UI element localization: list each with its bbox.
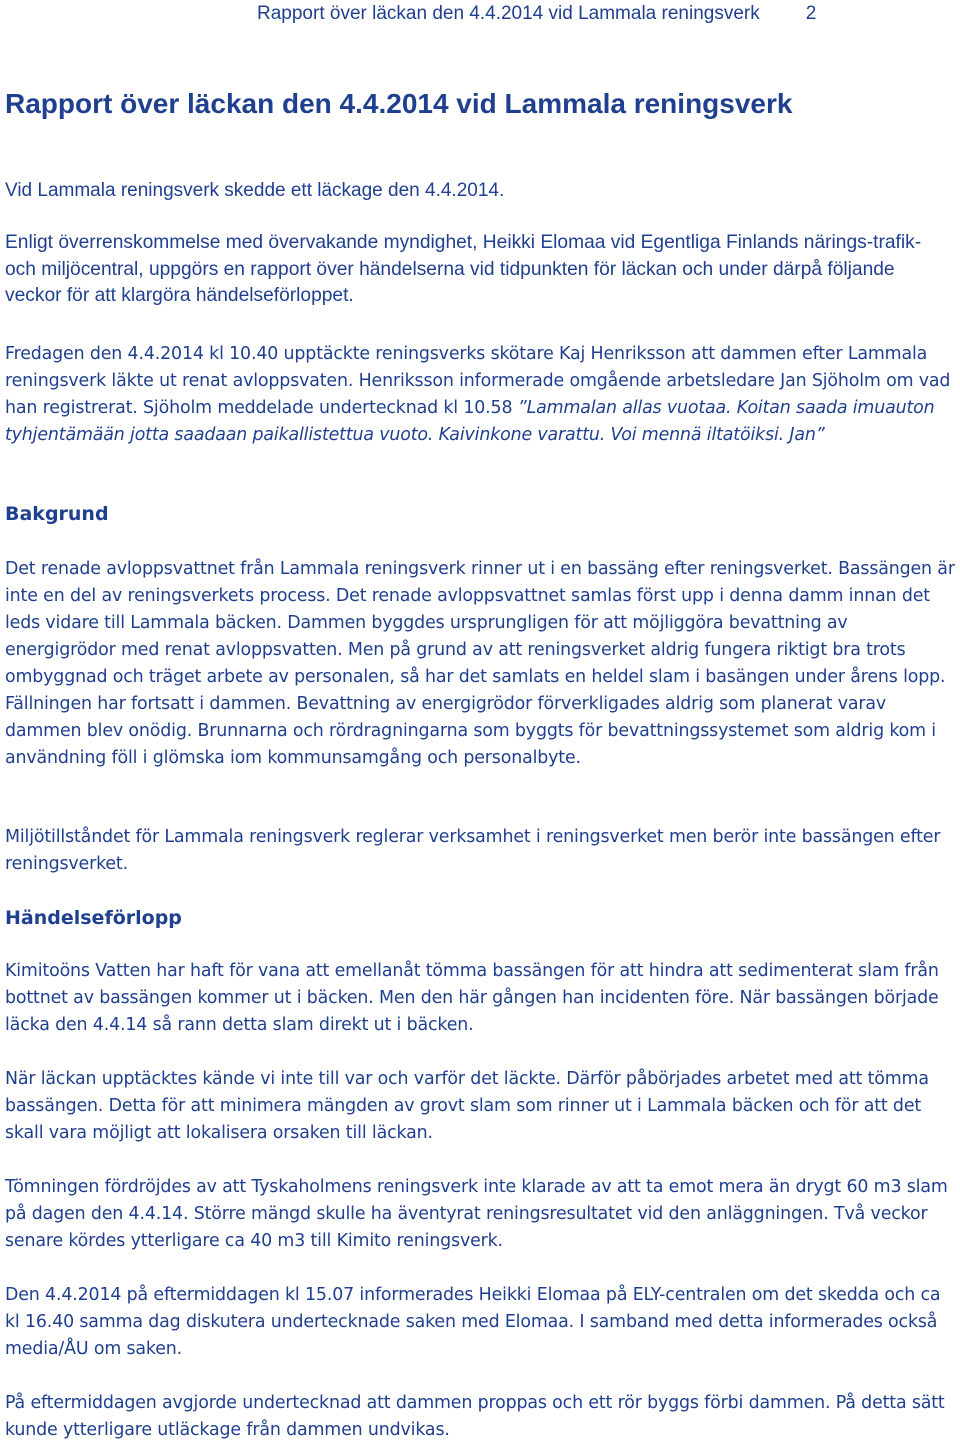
friday-text: Fredagen den 4.4.2014 kl 10.40 upptäckte reningsverks skötare Kaj Henriksson att dammen efter Lammala reningsverk läkte ut renat avloppsvaten. Henriksson informerade omgående arbetsledare Jan Sjöholm om vad han registrerat. Sjöholm meddelade undertecknad kl 10.58: [5, 344, 951, 418]
events-paragraph-5: På eftermiddagen avgjorde undertecknad att dammen proppas och ett rör byggs förbi dammen. På detta sätt kunde ytterligare utläckage från dammen undvikas.: [5, 1393, 945, 1440]
permit-paragraph: Miljötillståndet för Lammala reningsverk reglerar verksamhet i reningsverket men berör inte bassängen efter reningsverket.: [5, 827, 941, 874]
events-paragraph-1: Kimitoöns Vatten har haft för vana att emellanåt tömma bassängen för att hindra att sedimenterat slam från bottnet av bassängen kommer ut i bäcken. Men den här gången han incidenten före. När bassängen började läcka den 4.4.14 så rann detta slam direkt ut i bäcken.: [5, 961, 939, 1035]
events-paragraph-2: När läckan upptäcktes kände vi inte till var och varför det läckte. Därför påbörjades arbetet med att tömma bassängen. Detta för att minimera mängden av grovt slam som rinner ut i Lammala bäcken och för att det skall vara möjligt att lokalisera orsaken till läckan.: [5, 1069, 929, 1143]
events-paragraph-3: Tömningen fördröjdes av att Tyskaholmens reningsverk inte klarade av att ta emot mera än drygt 60 m3 slam på dagen den 4.4.14. Större mängd skulle ha äventyrat reningsresultatet vid den anläggningen. Två veckor senare kördes ytterligare ca 40 m3 till Kimito reningsverk.: [5, 1177, 948, 1251]
heading-background: Bakgrund: [5, 503, 109, 525]
friday-paragraph: [5, 341, 957, 449]
heading-events: Händelseförlopp: [5, 907, 182, 929]
intro-paragraph: Vid Lammala reningsverk skedde ett läckage den 4.4.2014.: [5, 180, 505, 201]
friday-quote: ”Lammalan allas vuotaa. Koitan saada imuauton tyhjentämään jotta saadaan paikallistettua vuoto. Kaivinkone varattu. Voi mennä iltatöiksi. Jan”: [5, 398, 935, 445]
running-header: [257, 0, 816, 28]
document-title: Rapport över läckan den 4.4.2014 vid Lammala reningsverk: [5, 88, 793, 119]
running-header-title: Rapport över läckan den 4.4.2014 vid Lammala reningsverk: [257, 3, 760, 24]
agreement-paragraph: Enligt överrenskommelse med övervakande myndighet, Heikki Elomaa vid Egentliga Finlands närings-trafik- och miljöcentral, uppgörs en rapport över händelserna vid tidpunkten för läckan och under därpå följande veckor för att klargöra händelseförloppet.: [5, 232, 922, 307]
page-number: 2: [805, 3, 817, 24]
background-paragraph: Det renade avloppsvattnet från Lammala reningsverk rinner ut i en bassäng efter reningsverket. Bassängen är inte en del av reningsverkets process. Det renade avloppsvattnet samlas först upp i denna damm innan det leds vidare till Lammala bäcken. Dammen byggdes ursprungligen för att möjliggöra bevattning av energigrödor med renat avloppsvatten. Men på grund av att reningsverket aldrig fungera riktigt bra trots ombyggnad och träget arbete av personalen, så har det samlats en heldel slam i basängen under årens lopp. Fällningen har fortsatt i dammen. Bevattning av energigrödor förverkligades aldrig som planerat varav dammen blev onödig. Brunnarna och rördragningarna som byggts för bevattningssystemet som aldrig kom i användning föll i glömska iom kommunsamgång och personalbyte.: [5, 559, 955, 768]
events-paragraph-4: Den 4.4.2014 på eftermiddagen kl 15.07 informerades Heikki Elomaa på ELY-centralen om det skedda och ca kl 16.40 samma dag diskutera undertecknade saken med Elomaa. I samband med detta informerades också media/ÅU om saken.: [5, 1285, 941, 1359]
